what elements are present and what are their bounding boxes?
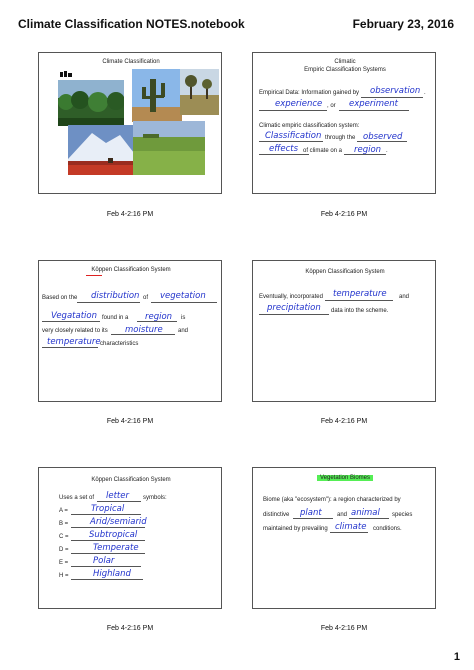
species-text: species [392, 512, 413, 518]
blank-line [71, 514, 141, 515]
biome-definition-text: Biome (aka "ecosystem"): a region characterized by [263, 497, 401, 503]
of-text: of [143, 295, 149, 301]
handwriting-experience: experience [275, 99, 323, 109]
slide-1-title: Climate Classification [102, 59, 160, 65]
period: . [424, 90, 426, 96]
blank-line [71, 579, 143, 580]
koppen-letter-a: A = [59, 508, 68, 514]
blank-line [42, 347, 98, 348]
empirical-data-label: Empirical Data: Information gained by [259, 90, 360, 96]
handwriting-letter: letter [106, 491, 129, 501]
grassland-photo [133, 121, 205, 175]
blank-line [77, 302, 140, 303]
handwriting-temperature: temperature [333, 289, 387, 299]
eventually-text: Eventually, incorporated [259, 294, 323, 300]
slide-2-title-line1: Climatic [334, 59, 356, 65]
characteristics-text: characteristics [100, 341, 139, 347]
blank-line [259, 141, 323, 142]
or-text: , or [327, 103, 336, 109]
notebook-title: Climate Classification NOTES.notebook [18, 17, 245, 31]
blank-line [71, 527, 145, 528]
handwriting-highland: Highland [93, 569, 131, 579]
koppen-letter-e: E = [59, 560, 69, 566]
blank-line [71, 566, 141, 567]
into-scheme-text: data into the scheme. [331, 308, 389, 314]
handwriting-region: region [145, 312, 173, 322]
rainforest-photo [58, 80, 124, 126]
maintained-text: maintained by prevailing [263, 526, 328, 532]
blank-line [325, 300, 393, 301]
slide-5-title: Köppen Classification System [91, 477, 171, 483]
blank-line [361, 97, 423, 98]
slide-1-timestamp: Feb 4-2:16 PM [106, 211, 154, 218]
clipart-image [59, 67, 73, 77]
handwriting-classification: Classification [265, 131, 322, 141]
handwriting-vegetation: vegetation [160, 291, 206, 301]
period: . [386, 148, 388, 154]
slide-3-title: Köppen Classification System [91, 267, 171, 273]
handwriting-experiment: experiment [349, 99, 398, 109]
handwriting-subtropical: Subtropical [89, 530, 138, 540]
koppen-letter-c: C = [59, 534, 69, 540]
handwriting-plant: plant [300, 508, 322, 518]
red-underline [86, 275, 102, 276]
found-in-text: found in a [102, 315, 129, 321]
blank-line [293, 518, 333, 519]
blank-line [330, 532, 368, 533]
tundra-mountain-photo [68, 125, 134, 175]
symbols-text: symbols: [143, 495, 167, 501]
blank-line [42, 321, 100, 322]
blank-line [259, 154, 309, 155]
blank-line [259, 110, 327, 111]
koppen-letter-h: H = [59, 573, 69, 579]
slide-6-title-wrap [253, 475, 437, 481]
is-text: is [181, 315, 186, 321]
grassland-trees-photo [180, 69, 219, 115]
handwriting-animal: animal [351, 508, 380, 518]
distinctive-text: distinctive [263, 512, 290, 518]
handwriting-effects: effects [269, 144, 299, 154]
handwriting-arid-semiarid: Arid/semiarid [90, 517, 147, 527]
handwriting-distribution: distribution [91, 291, 140, 301]
handwriting-observation: observation [370, 86, 421, 96]
closely-related-text: very closely related to its [42, 328, 108, 334]
and-text: and [337, 512, 348, 518]
and-text: and [178, 328, 189, 334]
slide-6[interactable] [252, 467, 436, 609]
handwriting-climate: climate [335, 522, 367, 532]
blank-line [259, 314, 329, 315]
handwriting-precipitation: precipitation [267, 303, 321, 313]
page-number: 1 [453, 651, 460, 663]
slide-5[interactable] [38, 467, 222, 609]
blank-line [71, 553, 145, 554]
blank-line [151, 302, 217, 303]
slide-4[interactable] [252, 260, 436, 402]
slide-2[interactable] [252, 52, 436, 194]
of-climate-text: of climate on a [303, 148, 343, 154]
handwriting-tropical: Tropical [91, 504, 125, 514]
handwriting-temperate: Temperate [93, 543, 139, 553]
slide-4-title: Köppen Classification System [305, 269, 385, 275]
through-the-text: through the [325, 135, 356, 141]
conditions-text: conditions. [373, 526, 402, 532]
notebook-date: February 23, 2016 [352, 17, 454, 31]
slide-1[interactable] [38, 52, 222, 194]
slide-3[interactable] [38, 260, 222, 402]
slide-2-timestamp: Feb 4-2:16 PM [320, 211, 368, 218]
handwriting-region: region [354, 145, 382, 155]
blank-line [349, 518, 389, 519]
handwriting-polar: Polar [93, 556, 115, 566]
koppen-letter-b: B = [59, 521, 69, 527]
handwriting-observed: observed [363, 132, 403, 142]
slide-6-timestamp: Feb 4-2:16 PM [320, 625, 368, 632]
and-text: and [399, 294, 410, 300]
slide-4-timestamp: Feb 4-2:16 PM [320, 418, 368, 425]
handwriting-vegatation: Vegatation [51, 311, 97, 321]
slide-5-timestamp: Feb 4-2:16 PM [106, 625, 154, 632]
handwriting-temperature: temperature [47, 337, 101, 347]
slide-2-title-line2: Empiric Classification Systems [304, 67, 386, 73]
blank-line [97, 501, 141, 502]
blank-line [339, 110, 409, 111]
based-on-text: Based on the [42, 295, 78, 301]
blank-line [71, 540, 145, 541]
handwriting-moisture: moisture [125, 325, 163, 335]
slide-6-title: Vegetation Biomes [317, 475, 373, 481]
desert-cactus-photo [132, 69, 182, 122]
climatic-system-label: Climatic empiric classification system: [259, 123, 360, 129]
uses-a-set-text: Uses a set of [59, 495, 95, 501]
slide-3-timestamp: Feb 4-2:16 PM [106, 418, 154, 425]
koppen-letter-d: D = [59, 547, 69, 553]
